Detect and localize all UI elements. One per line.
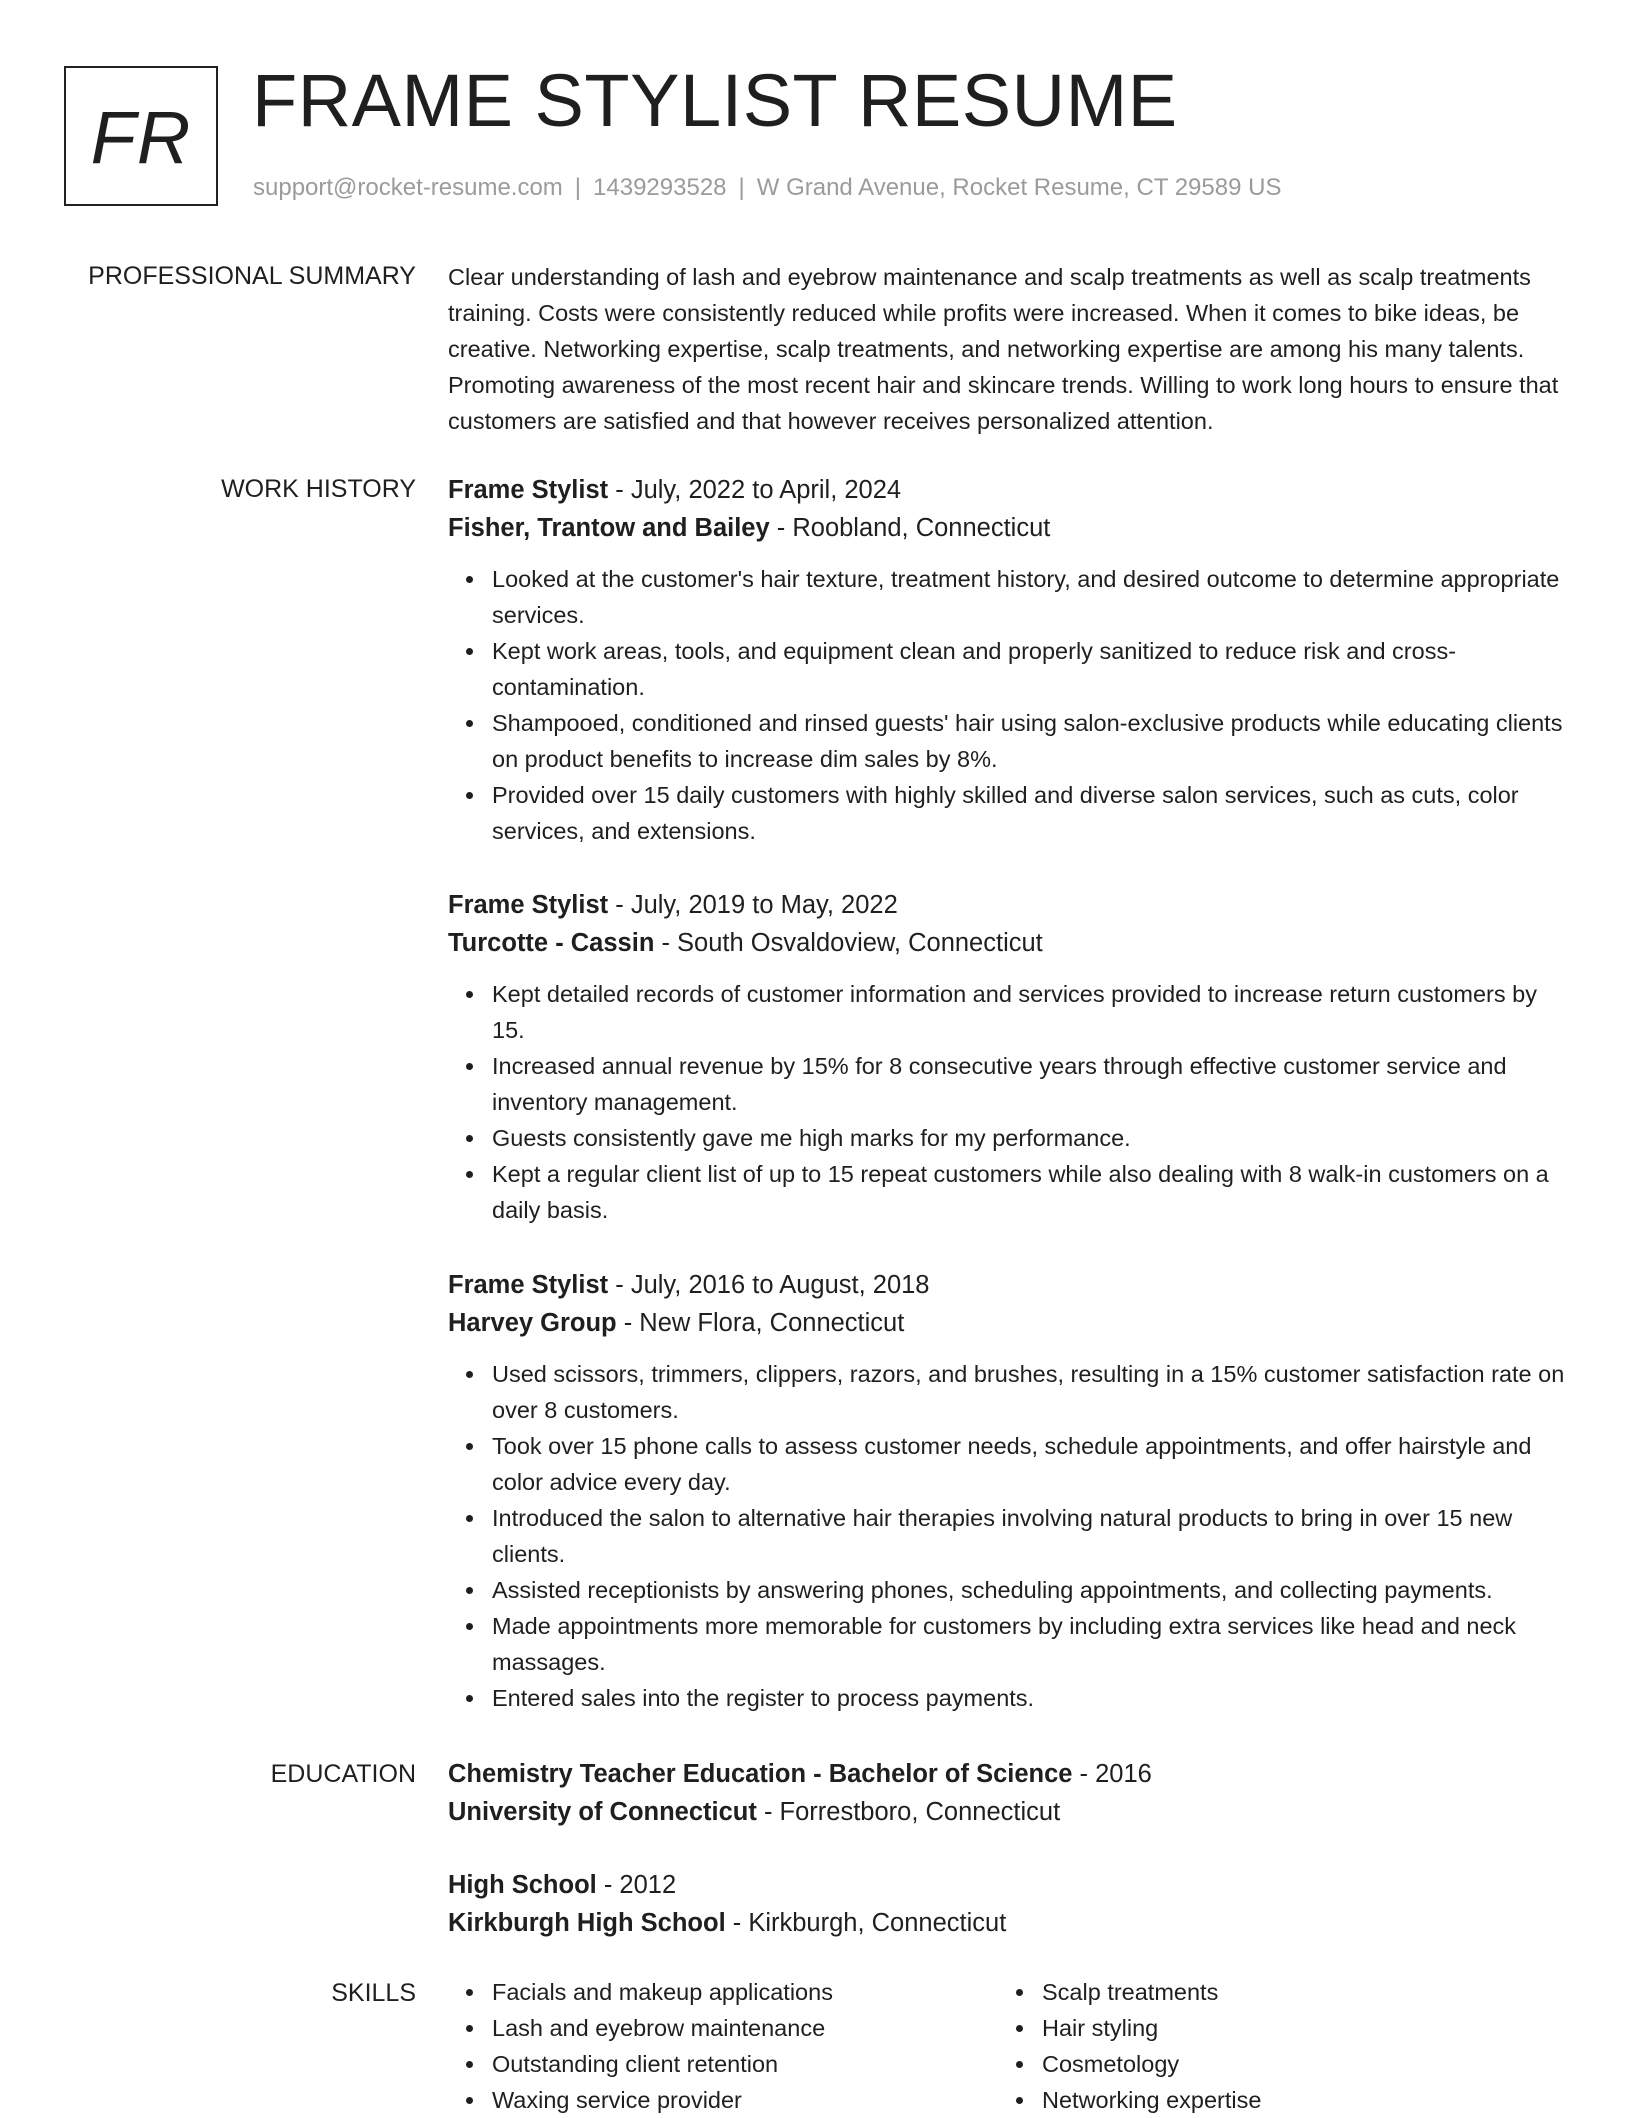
- section-label-work: WORK HISTORY: [221, 475, 416, 503]
- skill-item: Networking expertise: [1042, 2082, 1518, 2118]
- skills-list: [448, 1974, 968, 2118]
- job-company: Harvey Group: [448, 1309, 617, 1337]
- job-title-line: [448, 1266, 1570, 1304]
- contact-email[interactable]: support@rocket-resume.com: [253, 174, 563, 201]
- list-item: Increased annual revenue by 15% for 8 consecutive years through effective customer service and inventory management.: [492, 1048, 1570, 1120]
- summary-block: [448, 259, 1570, 439]
- education-degree-line: [448, 1866, 1570, 1904]
- list-item: Guests consistently gave me high marks for my performance.: [492, 1120, 1570, 1156]
- job-entry: [448, 1266, 1570, 1716]
- list-item: Kept detailed records of customer information and services provided to increase return customers by 15.: [492, 976, 1570, 1048]
- job-title-line: [448, 886, 1570, 924]
- job-entry: [448, 471, 1570, 849]
- job-dates: - July, 2019 to May, 2022: [608, 891, 898, 919]
- skill-item: Hair styling: [1042, 2010, 1518, 2046]
- education-entry: [448, 1755, 1570, 1831]
- job-title: Frame Stylist: [448, 1271, 609, 1299]
- education-degree-line: [448, 1755, 1570, 1793]
- education-degree: High School: [448, 1871, 597, 1899]
- list-item: Looked at the customer's hair texture, treatment history, and desired outcome to determine appropriate services.: [492, 561, 1570, 633]
- job-title-line: [448, 471, 1570, 509]
- contact-line: [253, 174, 1281, 202]
- monogram-initials: FR: [90, 95, 192, 179]
- list-item: Took over 15 phone calls to assess customer needs, schedule appointments, and offer hairstyle and color advice every day.: [492, 1428, 1570, 1500]
- job-bullets: [448, 976, 1570, 1228]
- summary-text: Clear understanding of lash and eyebrow maintenance and scalp treatments as well as scalp treatments training. Costs were consistently reduced while profits were increased. When it comes to bike ideas, be creative. Networking expertise, scalp treatments, and networking expertise are among his many talents. Promoting awareness of the most recent hair and skincare trends. Willing to work long hours to ensure that customers are satisfied and that however receives personalized attention.: [448, 264, 1559, 434]
- list-item: Assisted receptionists by answering phones, scheduling appointments, and collecting payments.: [492, 1572, 1570, 1608]
- education-year: - 2012: [596, 1871, 677, 1899]
- skill-item: Lash and eyebrow maintenance: [492, 2010, 968, 2046]
- job-location: - New Flora, Connecticut: [616, 1309, 905, 1337]
- skill-item: Outstanding client retention: [492, 2046, 968, 2082]
- skill-item: Facials and makeup applications: [492, 1974, 968, 2010]
- list-item: Shampooed, conditioned and rinsed guests' hair using salon-exclusive products while educating clients on product benefits to increase dim sales by 8%.: [492, 705, 1570, 777]
- skills-list: [998, 1974, 1518, 2118]
- skills-column-left: [448, 1974, 968, 2118]
- contact-address: W Grand Avenue, Rocket Resume, CT 29589 US: [756, 174, 1282, 201]
- monogram-logo: [64, 66, 218, 206]
- contact-separator: |: [738, 174, 745, 201]
- education-year: - 2016: [1072, 1760, 1152, 1788]
- job-company-line: [448, 924, 1570, 962]
- job-bullets: [448, 1356, 1570, 1716]
- education-entry: [448, 1866, 1570, 1942]
- job-company-line: [448, 1304, 1570, 1342]
- job-location: - Roobland, Connecticut: [769, 514, 1051, 542]
- skill-item: Waxing service provider: [492, 2082, 968, 2118]
- resume-title: FRAME STYLIST RESUME: [252, 59, 1178, 142]
- list-item: Used scissors, trimmers, clippers, razors, and brushes, resulting in a 15% customer satisfaction rate on over 8 customers.: [492, 1356, 1570, 1428]
- contact-separator: |: [574, 174, 582, 201]
- section-label-summary: PROFESSIONAL SUMMARY: [88, 262, 416, 290]
- job-title: Frame Stylist: [448, 476, 609, 504]
- section-label-education: EDUCATION: [270, 1760, 416, 1788]
- job-bullets: [448, 561, 1570, 849]
- education-location: - Kirkburgh, Connecticut: [725, 1909, 1007, 1937]
- education-school-line: [448, 1793, 1570, 1831]
- job-title: Frame Stylist: [448, 891, 609, 919]
- education-school: University of Connecticut: [448, 1798, 757, 1826]
- section-label-skills: SKILLS: [331, 1979, 416, 2007]
- job-company: Fisher, Trantow and Bailey: [448, 514, 770, 542]
- education-school-line: [448, 1904, 1570, 1942]
- list-item: Entered sales into the register to process payments.: [492, 1680, 1570, 1716]
- job-dates: - July, 2016 to August, 2018: [608, 1271, 930, 1299]
- list-item: Provided over 15 daily customers with highly skilled and diverse salon services, such as cuts, color services, and extensions.: [492, 777, 1570, 849]
- job-company-line: [448, 509, 1570, 547]
- education-location: - Forrestboro, Connecticut: [756, 1798, 1061, 1826]
- list-item: Kept a regular client list of up to 15 repeat customers while also dealing with 8 walk-in customers on a daily basis.: [492, 1156, 1570, 1228]
- job-dates: - July, 2022 to April, 2024: [608, 476, 902, 504]
- job-company: Turcotte - Cassin: [448, 929, 655, 957]
- skill-item: Cosmetology: [1042, 2046, 1518, 2082]
- skill-item: Scalp treatments: [1042, 1974, 1518, 2010]
- education-degree: Chemistry Teacher Education - Bachelor of Science: [448, 1760, 1073, 1788]
- contact-phone[interactable]: 1439293528: [593, 174, 727, 201]
- job-location: - South Osvaldoview, Connecticut: [654, 929, 1043, 957]
- education-school: Kirkburgh High School: [448, 1909, 726, 1937]
- job-entry: [448, 886, 1570, 1228]
- list-item: Introduced the salon to alternative hair therapies involving natural products to bring in over 15 new clients.: [492, 1500, 1570, 1572]
- skills-column-right: [998, 1974, 1518, 2118]
- list-item: Kept work areas, tools, and equipment clean and properly sanitized to reduce risk and cross-contamination.: [492, 633, 1570, 705]
- list-item: Made appointments more memorable for customers by including extra services like head and neck massages.: [492, 1608, 1570, 1680]
